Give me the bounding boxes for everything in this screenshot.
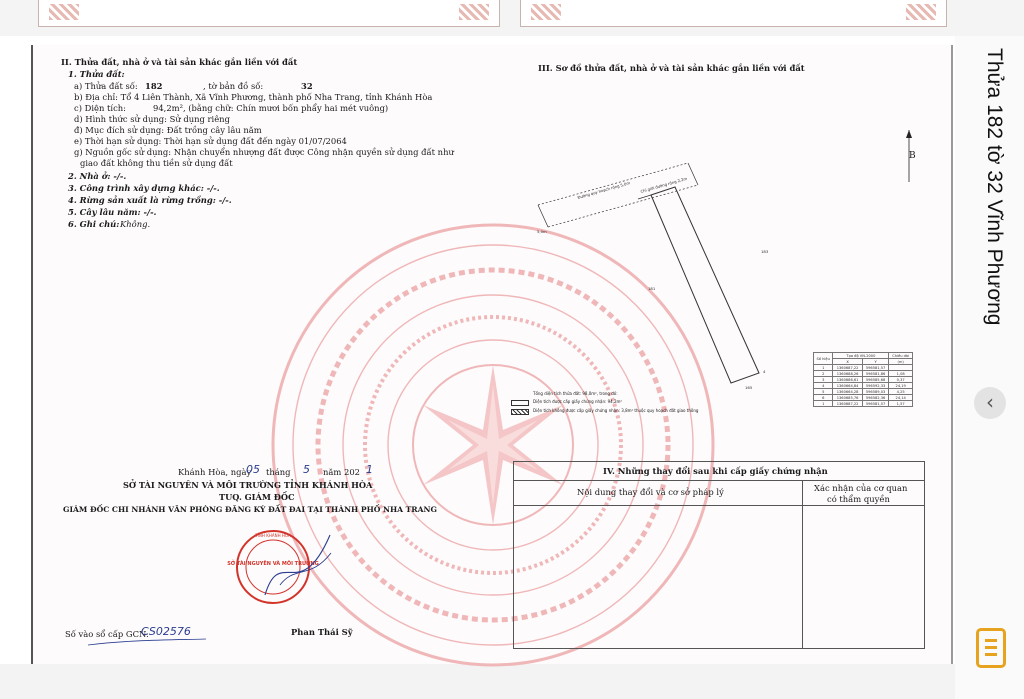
table-cell: 24,14 — [889, 395, 913, 401]
photo-caption: Thửa 182 tờ 32 Vĩnh Phương — [983, 48, 1006, 326]
table-cell: 4,25 — [889, 389, 913, 395]
coordinate-table — [813, 352, 913, 407]
date-day: 05 — [246, 463, 260, 476]
table-cell: 1,57 — [889, 401, 913, 407]
usage-form: d) Hình thức sử dụng: Sử dụng riêng — [74, 114, 230, 124]
table-cell: 1360686,61 — [833, 377, 862, 383]
previous-page-right — [520, 0, 947, 27]
on-behalf-label: TUQ. GIÁM ĐỐC — [219, 492, 295, 502]
ornament-left — [49, 4, 79, 20]
table-cell: 24,19 — [889, 383, 913, 389]
stamp-center-text: SỞ TÀI NGUYÊN VÀ MÔI TRƯỜNG — [227, 561, 319, 567]
changes-heading: IV. Những thay đổi sau khi cấp giấy chứng nhận — [603, 466, 828, 476]
previous-page-left — [38, 0, 500, 27]
legend-uncertified-area: Diện tích không được cấp giấy chứng nhận: 3,8m² thuộc quy hoạch đất giao thông — [533, 408, 699, 413]
road-label: Đường quy hoạch rộng 5,0m — [576, 180, 631, 200]
table-cell: 1 — [814, 365, 833, 371]
date-month: 5 — [303, 463, 310, 476]
table-header: Tọa độ VN-2000 — [833, 353, 889, 359]
usage-purpose: đ) Mục đích sử dụng: Đất trồng cây lâu năm — [74, 125, 262, 135]
dimension-label: 5,0m — [537, 229, 547, 234]
table-cell: 1360687,22 — [833, 365, 862, 371]
changes-confirm-header: Xác nhận của cơ quan — [814, 483, 908, 493]
table-subheader: (m) — [889, 359, 913, 365]
certificate-page — [31, 45, 953, 664]
changes-confirm-header-cont: có thẩm quyền — [827, 494, 890, 504]
note-label: 6. Ghi chú: — [68, 219, 120, 229]
issuing-agency: SỞ TÀI NGUYÊN VÀ MÔI TRƯỜNG TỈNH KHÁNH HÒA — [123, 480, 373, 490]
table-subheader: Y — [862, 359, 889, 365]
area-label: c) Diện tích: — [74, 103, 126, 113]
table-cell: 2 — [814, 371, 833, 377]
parcel-number-label: a) Thửa đất số: — [74, 81, 138, 91]
table-cell: 3 — [814, 377, 833, 383]
signer-title: GIÁM ĐỐC CHI NHÁNH VĂN PHÒNG ĐĂNG KÝ ĐẤT ĐAI TẠI THÀNH PHỐ NHA TRANG — [63, 505, 437, 514]
note-value: Không. — [120, 219, 151, 229]
usage-origin: g) Nguồn gốc sử dụng: Nhận chuyển nhượng đất được Công nhận quyền sử dụng đất như — [74, 147, 454, 157]
neighbor-parcel-label: 183 — [761, 249, 769, 254]
table-cell: 1,08 — [889, 371, 913, 377]
date-prefix: Khánh Hòa, ngày — [178, 467, 252, 477]
year-prefix: năm 202 — [323, 467, 360, 477]
registry-label: Số vào sổ cấp GCN: — [65, 629, 149, 639]
road-boundary-label: Chỉ giới đường rộng 2,2m — [639, 175, 688, 194]
registry-underline — [88, 637, 208, 647]
chevron-left-icon[interactable]: ‹ — [974, 387, 1006, 419]
ornament-left — [531, 4, 561, 20]
table-cell: 596592,33 — [862, 383, 889, 389]
changes-table — [513, 461, 925, 649]
table-cell: 1360688,26 — [833, 371, 862, 377]
land-heading: 1. Thửa đất: — [68, 69, 125, 79]
table-cell: 0,37 — [889, 377, 913, 383]
table-cell: 4 — [814, 383, 833, 389]
table-subheader: X — [833, 359, 862, 365]
header-divider — [514, 505, 924, 506]
north-label: B — [909, 151, 916, 161]
other-construction-item: 3. Công trình xây dựng khác: -/-. — [68, 183, 220, 193]
table-cell: 1360685,76 — [833, 395, 862, 401]
neighbor-parcel-label: 165 — [745, 385, 753, 390]
usage-origin-cont: giao đất không thu tiền sử dụng đất — [80, 158, 233, 168]
neighbor-parcel-label: 181 — [648, 286, 656, 291]
area-value: 94,2m², (bằng chữ: Chín mươi bốn phẩy hai mét vuông) — [153, 103, 389, 113]
month-label: tháng — [266, 467, 291, 477]
table-header: Chiều dài — [889, 353, 913, 359]
table-cell: 596585,68 — [862, 377, 889, 383]
planted-forest-item: 4. Rừng sản xuất là rừng trồng: -/-. — [68, 195, 232, 205]
house-item: 2. Nhà ở: -/-. — [68, 171, 127, 181]
legend-certified-area: Diện tích được cấp giấy chứng nhận: 94,2m² — [533, 399, 623, 404]
address-line: b) Địa chỉ: Tổ 4 Liên Thành, Xã Vĩnh Phương, thành phố Nha Trang, tỉnh Khánh Hòa — [74, 92, 433, 102]
registry-number: CS02576 — [141, 625, 191, 638]
table-cell: 596582,36 — [862, 395, 889, 401]
section2-heading: II. Thửa đất, nhà ở và tài sản khác gắn liền với đất — [61, 57, 298, 67]
perennial-trees-item: 5. Cây lâu năm: -/-. — [68, 207, 157, 217]
official-stamp — [225, 525, 333, 613]
legend-total-area: Tổng diện tích thửa đất: 98,0m², trong đó: — [533, 391, 618, 396]
table-cell: 1360664,84 — [833, 383, 862, 389]
table-cell: 596581,86 — [862, 371, 889, 377]
stamp-ring-text: TỈNH KHÁNH HÒA — [255, 533, 291, 538]
legend-swatch — [511, 400, 529, 406]
table-cell: 596581,57 — [862, 401, 889, 407]
vertex-label: 4 — [763, 369, 766, 374]
table-cell: 1360664,28 — [833, 389, 862, 395]
changes-content-header: Nội dung thay đổi và cơ sở pháp lý — [577, 487, 724, 497]
signer-name: Phan Thái Sỹ — [291, 627, 353, 637]
usage-term: e) Thời hạn sử dụng: Thời hạn sử dụng đất đến ngày 01/07/2064 — [74, 136, 347, 146]
table-header: Số hiệu — [814, 353, 833, 365]
table-cell: 6 — [814, 395, 833, 401]
map-sheet-label: , tờ bản đồ số: — [203, 81, 264, 91]
parcel-sketch — [523, 155, 773, 395]
table-row — [814, 401, 913, 407]
ornament-right — [459, 4, 489, 20]
legend-swatch-hatched — [511, 409, 529, 415]
map-sheet-number: 32 — [301, 81, 313, 91]
section3-heading: III. Sơ đồ thửa đất, nhà ở và tài sản khác gắn liền với đất — [538, 63, 805, 73]
table-cell: 1360687,22 — [833, 401, 862, 407]
table-cell: 1 — [814, 401, 833, 407]
ornament-right — [906, 4, 936, 20]
previous-page-strip — [0, 0, 1024, 36]
gallery-icon[interactable] — [976, 628, 1006, 668]
table-cell: 5 — [814, 389, 833, 395]
table-cell: 596589,03 — [862, 389, 889, 395]
parcel-number: 182 — [145, 81, 163, 91]
table-cell: 596581,57 — [862, 365, 889, 371]
year-suffix: 1 — [366, 463, 373, 476]
